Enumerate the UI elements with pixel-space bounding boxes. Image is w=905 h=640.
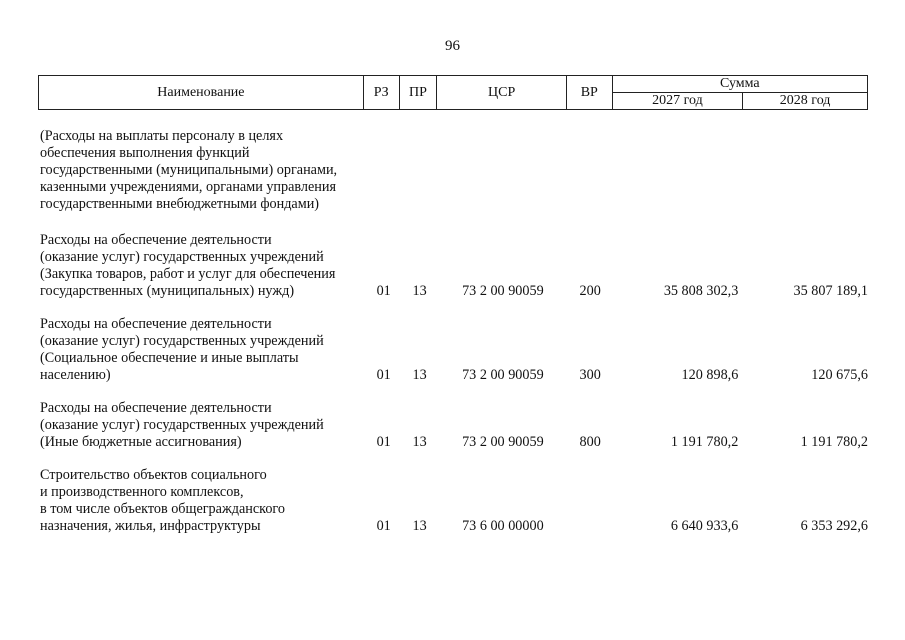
header-rz: РЗ bbox=[363, 76, 399, 110]
header-name: Наименование bbox=[39, 76, 364, 110]
name-line: в том числе объектов общегражданского bbox=[40, 501, 285, 517]
name-line: государственными внебюджетными фондами) bbox=[40, 196, 320, 212]
name-line: казенными учреждениями, органами управления bbox=[40, 179, 337, 195]
name-line: государственных (муниципальных) нужд) bbox=[40, 283, 295, 299]
row-pr: 13 bbox=[412, 518, 427, 534]
name-line: (Социальное обеспечение и иные выплаты bbox=[40, 350, 299, 366]
name-line: (оказание услуг) государственных учреждений bbox=[40, 333, 324, 349]
row-name bbox=[38, 128, 366, 213]
name-line: и производственного комплексов, bbox=[40, 484, 244, 500]
row-pr: 13 bbox=[412, 283, 427, 299]
header-vr: ВР bbox=[566, 76, 612, 110]
name-line: (Закупка товаров, работ и услуг для обеспечения bbox=[40, 266, 336, 282]
row-vr: 200 bbox=[579, 283, 601, 299]
row-csr: 73 6 00 00000 bbox=[462, 518, 544, 534]
row-sum-2027: 6 640 933,6 bbox=[670, 518, 739, 534]
name-line: обеспечения выполнения функций bbox=[40, 145, 250, 161]
table-row bbox=[38, 128, 868, 213]
name-line: (Расходы на выплаты персоналу в целях bbox=[40, 128, 284, 144]
row-pr: 13 bbox=[412, 434, 427, 450]
row-vr: 800 bbox=[579, 434, 601, 450]
row-rz: 01 bbox=[376, 367, 391, 383]
row-sum-2028: 6 353 292,6 bbox=[800, 518, 868, 534]
row-csr: 73 2 00 90059 bbox=[462, 283, 544, 299]
header-pr: ПР bbox=[399, 76, 437, 110]
table-body bbox=[38, 128, 868, 551]
row-name bbox=[38, 467, 366, 535]
name-line: (Иные бюджетные ассигнования) bbox=[40, 434, 242, 450]
row-sum-2028: 1 191 780,2 bbox=[800, 434, 868, 450]
table-header bbox=[38, 75, 868, 110]
name-line: (оказание услуг) государственных учреждений bbox=[40, 417, 324, 433]
header-csr: ЦСР bbox=[437, 76, 567, 110]
name-line: (оказание услуг) государственных учреждений bbox=[40, 249, 324, 265]
name-line: Строительство объектов социального bbox=[40, 467, 267, 483]
row-rz: 01 bbox=[376, 518, 391, 534]
name-line: назначения, жилья, инфраструктуры bbox=[40, 518, 261, 534]
row-sum-2028: 35 807 189,1 bbox=[793, 283, 868, 299]
row-rz: 01 bbox=[376, 283, 391, 299]
table-row bbox=[38, 467, 868, 535]
row-vr: 300 bbox=[579, 367, 601, 383]
name-line: государственными (муниципальными) органами, bbox=[40, 162, 338, 178]
row-sum-2027: 1 191 780,2 bbox=[670, 434, 739, 450]
row-name bbox=[38, 232, 366, 300]
table-row bbox=[38, 316, 868, 384]
name-line: населению) bbox=[40, 367, 111, 383]
table-row bbox=[38, 400, 868, 451]
row-sum-2027: 35 808 302,3 bbox=[663, 283, 739, 299]
page-number: 96 bbox=[445, 38, 460, 54]
row-csr: 73 2 00 90059 bbox=[462, 434, 544, 450]
name-line: Расходы на обеспечение деятельности bbox=[40, 232, 272, 248]
name-line: Расходы на обеспечение деятельности bbox=[40, 316, 272, 332]
header-sum: Сумма bbox=[612, 76, 867, 93]
row-pr: 13 bbox=[412, 367, 427, 383]
header-year-2027: 2027 год bbox=[612, 93, 743, 110]
row-rz: 01 bbox=[376, 434, 391, 450]
row-sum-2027: 120 898,6 bbox=[681, 367, 739, 383]
table-row bbox=[38, 232, 868, 300]
row-name bbox=[38, 316, 366, 384]
row-sum-2028: 120 675,6 bbox=[811, 367, 868, 383]
row-name bbox=[38, 400, 366, 451]
row-csr: 73 2 00 90059 bbox=[462, 367, 544, 383]
name-line: Расходы на обеспечение деятельности bbox=[40, 400, 272, 416]
header-year-2028: 2028 год bbox=[743, 93, 868, 110]
